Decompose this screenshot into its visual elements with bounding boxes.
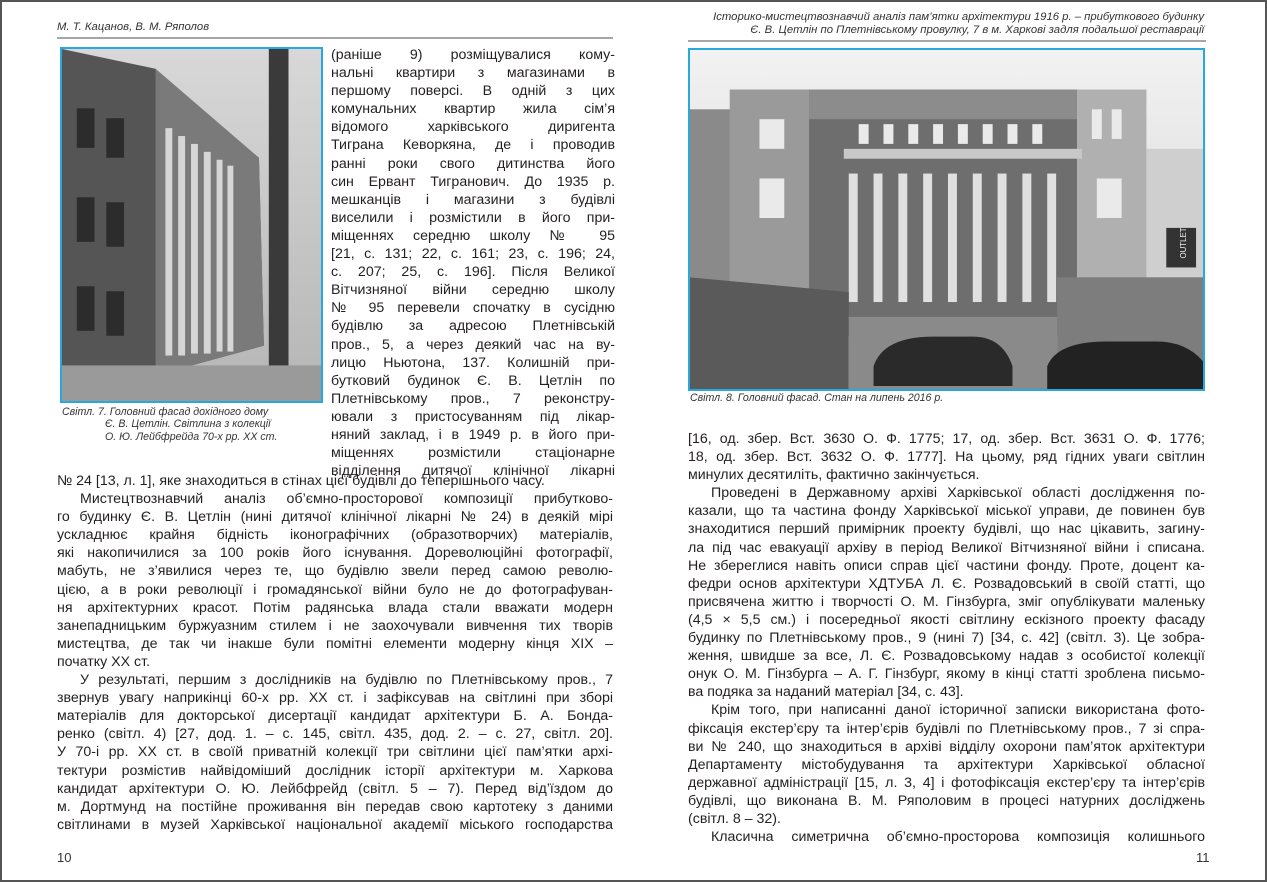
- text-line: фіксація екстер’єру та інтер’єрів будівлі по Плетнівському пров., 7 зі спра-: [688, 720, 1205, 737]
- text-line: початку XX ст.: [57, 653, 150, 670]
- text-line: комунальних квартир жила сім’я: [331, 101, 615, 118]
- right-body-text: [688, 430, 1205, 846]
- text-line: [21, с. 131; 22, с. 161; 23, с. 196; 24,: [331, 246, 615, 263]
- text-line: мабуть, не з’явилися через те, що будівлю звели перед самою револю-: [57, 563, 613, 580]
- text-line: Департаменту містобудування та архітектури Харківської обласної: [688, 756, 1205, 773]
- text-line: онук О. М. Гінзбурга – А. Г. Гінзбург, якому в кінці статті зроблена письмо-: [688, 666, 1205, 683]
- caption-line: Є. В. Цетлін. Світлина з колекції: [105, 418, 271, 431]
- text-line: Крім того, при написанні даної історичної записки використана фото-: [711, 702, 1205, 719]
- text-line: Плетнівському пров., 7 реконстру-: [331, 390, 615, 407]
- text-line: міщеннях розмістили стаціонарне: [331, 445, 615, 462]
- text-line: ви № 240, що знаходиться в архіві відділу охорони пам’яток архітектури: [688, 738, 1205, 755]
- text-line: Не збереглися навіть описи справ цієї частини фонду. Проте, доцент ка-: [688, 557, 1205, 574]
- text-line: кандидат архітектури О. Ю. Лейбфрейд (світл. 5 – 7). Перед від’їздом до: [57, 780, 613, 797]
- text-line: У 70-і рр. XX ст. в своїй приватній колекції три світлини цієї пам’ятки архі-: [57, 744, 613, 761]
- text-line: Класична симетрична об’ємно-просторова композиція колишнього: [711, 829, 1205, 846]
- text-line: № 95 перевели спочатку в сусідню: [331, 300, 615, 317]
- left-header-rule: [57, 37, 613, 39]
- running-head-line: Історико-мистецтвознавчий аналіз пам’ятки архітектури 1916 р. – прибуткового будинку: [713, 11, 1204, 23]
- text-line: 18, од. збер. Вст. 3632 О. Ф. 1777]. На цьому, ряд гідних уваги світлин: [688, 449, 1205, 466]
- text-line: федри основ архітектури ХДТУБА Л. Є. Розвадовський в своїй статті, що: [688, 575, 1205, 592]
- text-line: [16, од. збер. Вст. 3630 О. Ф. 1775; 17, од. збер. Вст. 3631 О. Ф. 1776;: [688, 431, 1205, 447]
- page-number-left: 10: [57, 850, 72, 865]
- text-line: матеріалів для докторської дисертації кандидат архітектури Б. А. Бонда-: [57, 708, 613, 725]
- right-running-head: [713, 11, 1204, 37]
- text-line: нальні квартири з магазинами в: [331, 65, 615, 82]
- text-line: Вітчизняної війни середню школу: [331, 282, 615, 299]
- page-number-right: 11: [1196, 850, 1210, 865]
- text-line: знаходитися перший примірник проекту будівлі, що нас цікавить, загину-: [688, 521, 1205, 538]
- text-line: ранні роки свого дитинства його: [331, 155, 615, 172]
- text-line: Тиграна Кеворкяна, де і проводив: [331, 137, 615, 154]
- paragraph: [57, 671, 613, 834]
- text-line: які накопичилися за 100 років його існування. Дореволюційні фотографії,: [57, 545, 613, 562]
- paragraph: [688, 701, 1205, 828]
- text-line: ускладнює крайня бідність іконографічних (образотворчих) матеріалів,: [57, 527, 613, 544]
- text-line: № 24 [13, л. 1], яке знаходиться в стінах цієї будівлі до теперішнього часу.: [57, 473, 545, 489]
- left-column-text: [331, 46, 615, 480]
- running-head-line: Є. В. Цетлін по Плетнівському провулку, 7 в м. Харкові задля подальшої реставрації: [750, 24, 1204, 36]
- text-line: звернув увагу наприкінці 60-х рр. XX ст. і зафіксував на світлині при зборі: [57, 690, 613, 707]
- caption-line: О. Ю. Лейбфрейда 70-х рр. XX ст.: [105, 430, 278, 443]
- text-line: лицю Ньютона, 137. Колишній при-: [331, 354, 615, 371]
- text-line: У результаті, першим з дослідників на будівлю по Плетнівському пров., 7: [80, 672, 613, 689]
- paragraph: [331, 46, 615, 480]
- text-line: відомого харківського диригента: [331, 119, 615, 136]
- text-line: державної адміністрації [15, л. 3, 4] і фотофіксація екстер’єру та інтер’єрів: [688, 774, 1205, 791]
- text-line: світлинами в музей Харківської національної академії міського господарства: [57, 816, 613, 833]
- paragraph: [57, 490, 613, 671]
- text-line: (раніше 9) розміщувалися кому-: [331, 47, 615, 63]
- text-line: ренко (світл. 4) [27, дод. 1. – с. 145, світл. 435, дод. 2. – с. 27, світл. 20].: [57, 726, 613, 743]
- text-line: мистецтва, де так чи інакше були помітні елементи модерну кінця XIX –: [57, 635, 613, 652]
- text-line: Проведені в Державному архіві Харківської області дослідження по-: [711, 485, 1205, 502]
- text-line: ювали з пристосуванням під лікар-: [331, 408, 615, 425]
- text-line: с. 207; 25, с. 196]. Після Великої: [331, 264, 615, 281]
- text-line: (4,5 × 5,5 см.) і посередньої якості світлину ескізного проекту фасаду: [688, 611, 1205, 628]
- left-running-head: М. Т. Кацанов, В. М. Ряполов: [57, 21, 210, 33]
- text-line: будинку по Плетнівському пров., 9 (нині 7) [34, с. 42] (світл. 3). Це зобра-: [688, 630, 1205, 647]
- paragraph: [57, 472, 613, 490]
- text-line: го будинку Є. В. Цетлін (нині дитячої клінічної лікарні № 24) в деякій мірі: [57, 509, 613, 526]
- left-body-text: [57, 472, 613, 834]
- text-line: ва подяка за наданий матеріал [34, с. 43].: [688, 684, 964, 701]
- photo-7-historic-facade: [60, 47, 323, 403]
- text-line: пров., 5, а через деякий час на ву-: [331, 336, 615, 353]
- text-line: міщеннях середню школу № 95: [331, 227, 615, 244]
- paragraph: [688, 828, 1205, 846]
- text-line: будівлі, що виконана В. М. Ряполовим в процесі натурних досліджень: [688, 792, 1205, 809]
- text-line: казали, що та частина фонду Харківської міської управи, де повинен був: [688, 503, 1205, 520]
- text-line: тектури розмістив найвідоміший дослідник історії архітектури м. Харкова: [57, 762, 613, 779]
- text-line: (світл. 8 – 32).: [688, 810, 781, 827]
- text-line: занепадницьким буржуазним стилем і не заохочували вивчення тих творів: [57, 617, 613, 634]
- text-line: мешканців і магазини з будівлі: [331, 191, 615, 208]
- text-line: ла під час евакуації архіву в період Великої Вітчизняної війни і списана.: [688, 539, 1205, 556]
- text-line: няний заклад, і в 1949 р. в його при-: [331, 426, 615, 443]
- text-line: минулих десятиліть, фактично закінчується.: [688, 467, 980, 484]
- text-line: відділення дитячої клінічної лікарні: [331, 463, 615, 480]
- text-line: син Ервант Тигранович. До 1935 р.: [331, 173, 615, 190]
- photo-8-main-facade-2016: [688, 48, 1205, 391]
- photo-7-caption: [62, 406, 277, 443]
- text-line: першому поверсі. В одній з цих: [331, 83, 615, 100]
- text-line: присвячена життю і творчості О. М. Гінзбурга, зміг опублікувати маленьку: [688, 593, 1205, 610]
- photo-8-caption: Світл. 8. Головний фасад. Стан на липень 2016 р.: [690, 392, 944, 404]
- paragraph: [688, 484, 1205, 701]
- text-line: Мистецтвознавчий аналіз об’ємно-просторової композиції прибутково-: [80, 491, 613, 508]
- caption-line: Світл. 7. Головний фасад дохідного дому: [62, 406, 269, 418]
- text-line: цією, а в роки революції і громадянської війни було не до фотографуван-: [57, 581, 613, 598]
- paragraph: [688, 430, 1205, 484]
- text-line: бутковий будинок Є. В. Цетлін по: [331, 372, 615, 389]
- text-line: виселили і розмістили в його при-: [331, 209, 615, 226]
- right-header-rule: [688, 40, 1206, 42]
- text-line: ня архітектурних красот. Потім радянська влада стали вважати модерн: [57, 599, 613, 616]
- photo-outlet-sign: OUTLET: [1179, 227, 1189, 259]
- text-line: будівлю за адресою Плетнівській: [331, 318, 615, 335]
- text-line: м. Дортмунд на постійне проживання він передав свою картотеку з даними: [57, 798, 613, 815]
- text-line: ження, швидше за все, Л. Є. Розвадовському надав з особистої колекції: [688, 648, 1205, 665]
